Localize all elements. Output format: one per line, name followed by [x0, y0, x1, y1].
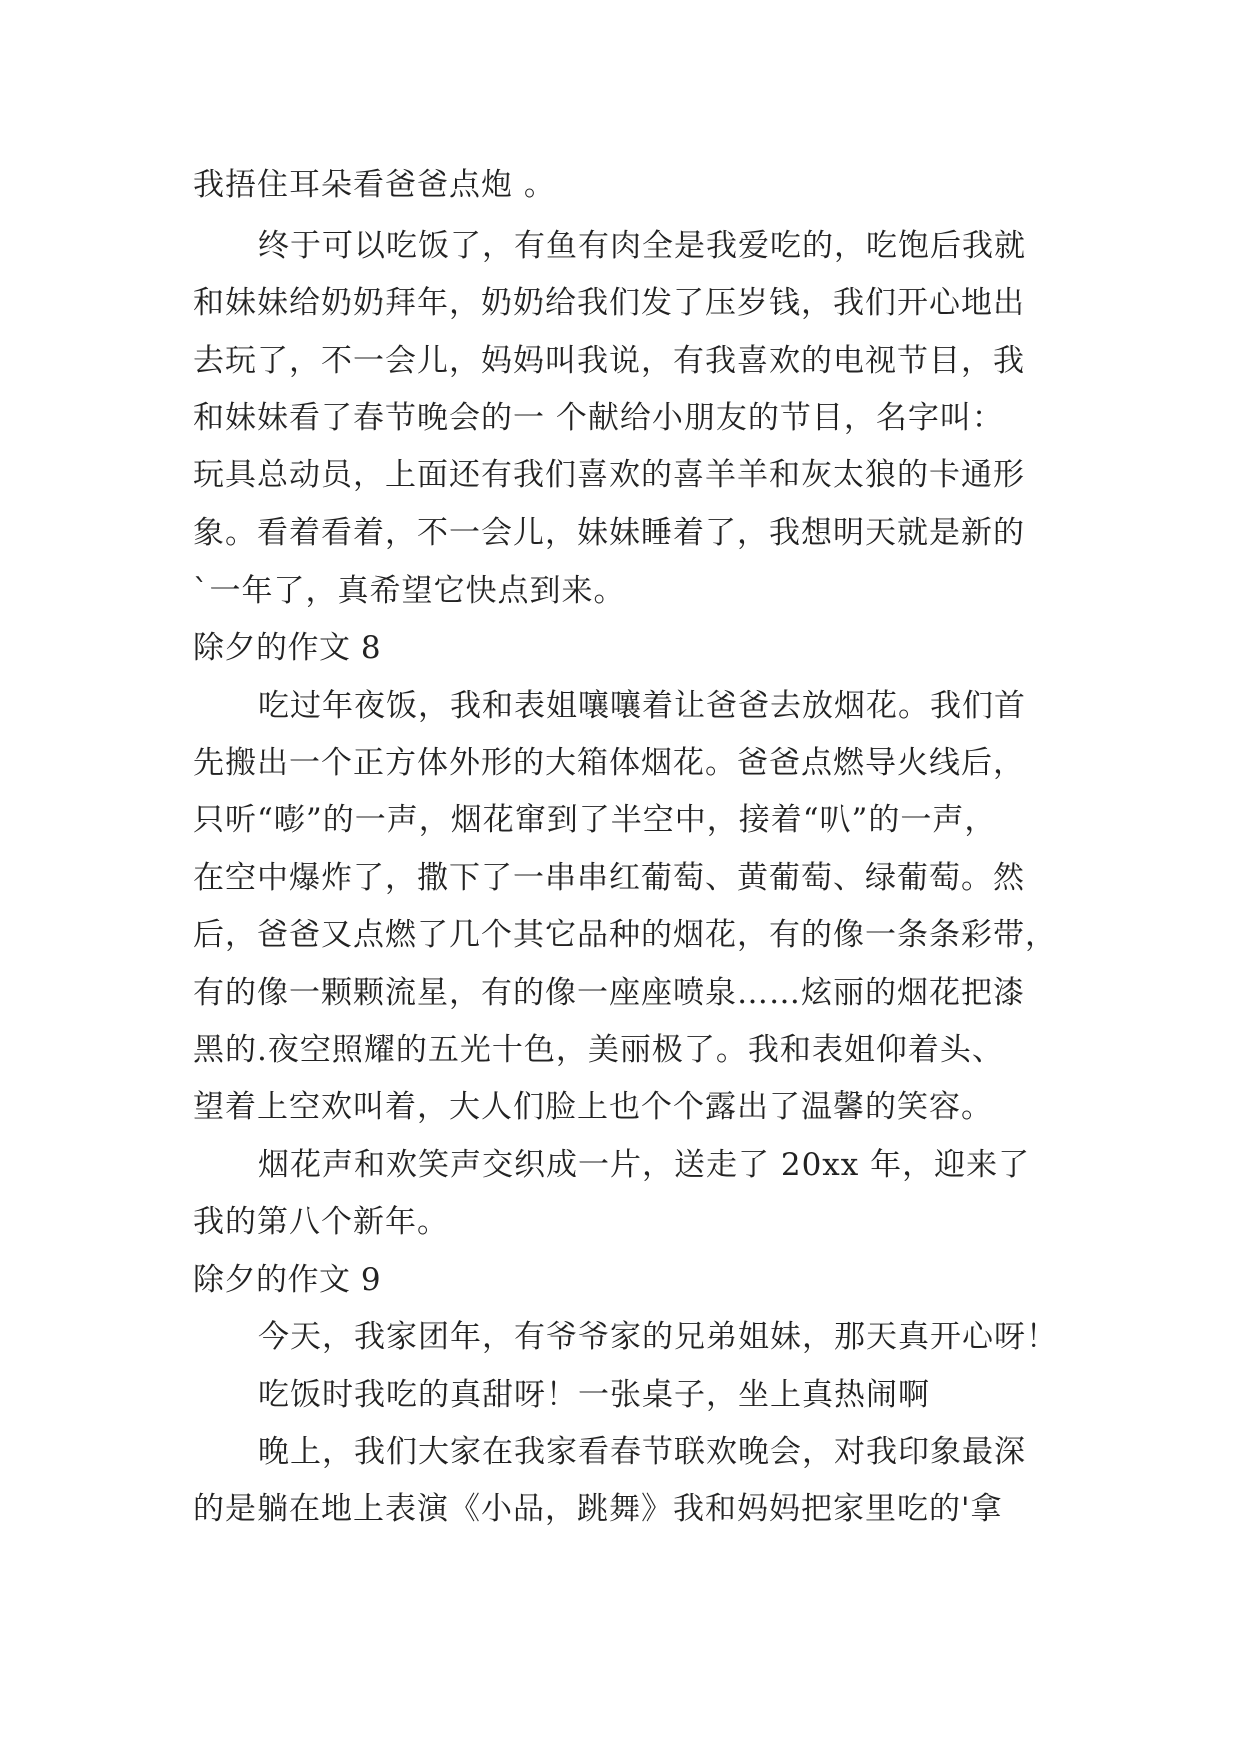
text-line: `一年了，真希望它快点到来。	[193, 573, 626, 609]
text-line: 和妹妹看了春节晚会的一 个献给小朋友的节目，名字叫：	[193, 400, 1004, 436]
text-line: 和妹妹给奶奶拜年，奶奶给我们发了压岁钱，我们开心地出	[193, 285, 1025, 321]
section-heading: 除夕的作文 8	[193, 630, 382, 666]
paragraph-first-line: 吃过年夜饭，我和表姐嚷嚷着让爸爸去放烟花。我们首	[258, 688, 1026, 724]
text-line: 的是躺在地上表演《小品，跳舞》我和妈妈把家里吃的'拿	[193, 1491, 1003, 1527]
text-line: 望着上空欢叫着，大人们脸上也个个露出了温馨的笑容。	[193, 1089, 993, 1125]
text-line: 有的像一颗颗流星，有的像一座座喷泉……炫丽的烟花把漆	[193, 975, 1025, 1011]
paragraph-first-line: 吃饭时我吃的真甜呀！一张桌子，坐上真热闹啊	[258, 1377, 930, 1413]
paragraph-first-line: 晚上，我们大家在我家看春节联欢晚会，对我印象最深	[258, 1434, 1026, 1470]
paragraph-first-line: 终于可以吃饭了，有鱼有肉全是我爱吃的，吃饱后我就	[258, 228, 1026, 264]
text-line: 我的第八个新年。	[193, 1204, 449, 1240]
paragraph-first-line: 烟花声和欢笑声交织成一片，送走了 20xx 年，迎来了	[258, 1147, 1031, 1183]
paragraph-first-line: 今天，我家团年，有爷爷家的兄弟姐妹，那天真开心呀！	[258, 1319, 1058, 1355]
text-line: 象。看着看着，不一会儿，妹妹睡着了，我想明天就是新的	[193, 515, 1025, 551]
text-line: 后，爸爸又点燃了几个其它品种的烟花，有的像一条条彩带，	[193, 917, 1057, 953]
text-line: 黑的.夜空照耀的五光十色，美丽极了。我和表姐仰着头、	[193, 1032, 1004, 1068]
text-line: 先搬出一个正方体外形的大箱体烟花。爸爸点燃导火线后，	[193, 745, 1025, 781]
text-line: 只听“嘭”的一声，烟花窜到了半空中，接着“叭”的一声，	[193, 802, 997, 838]
text-line: 玩具总动员，上面还有我们喜欢的喜羊羊和灰太狼的卡通形	[193, 457, 1025, 493]
section-heading: 除夕的作文 9	[193, 1262, 382, 1298]
text-line: 去玩了，不一会儿，妈妈叫我说，有我喜欢的电视节目，我	[193, 343, 1025, 379]
text-line: 在空中爆炸了，撒下了一串串红葡萄、黄葡萄、绿葡萄。然	[193, 860, 1025, 896]
text-line: 我捂住耳朵看爸爸点炮 。	[193, 167, 556, 203]
